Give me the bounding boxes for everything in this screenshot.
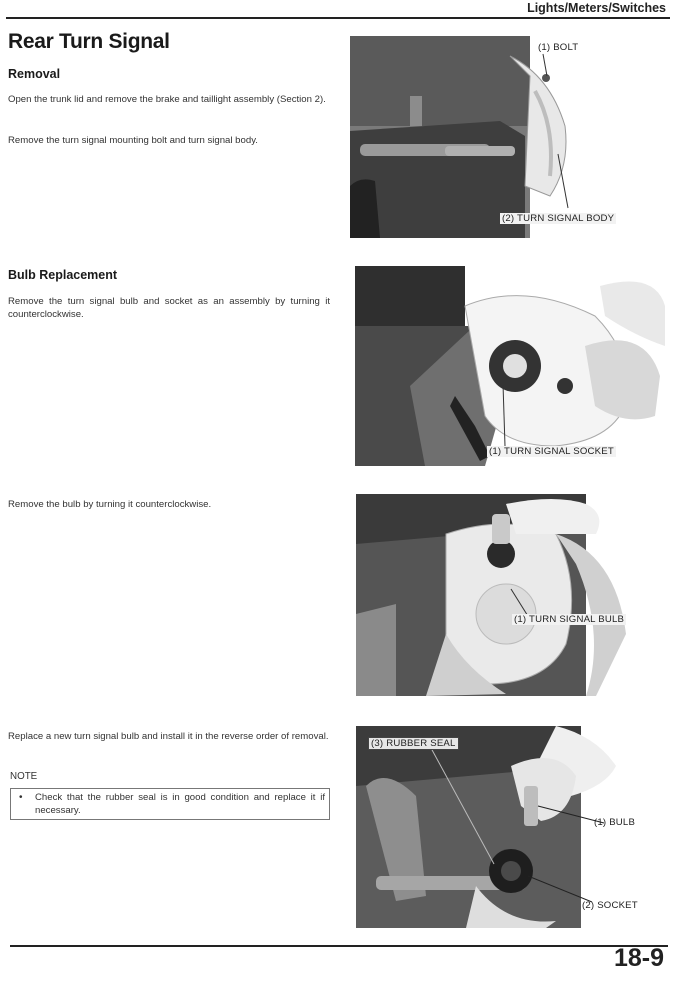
footer-rule <box>10 945 668 947</box>
callout-rubber-seal: (3) RUBBER SEAL <box>368 737 459 750</box>
removal-para-1: Open the trunk lid and remove the brake and taillight assembly (Section 2). <box>8 94 326 105</box>
section-header: Lights/Meters/Switches <box>527 1 666 15</box>
callout-turn-signal-body: (2) TURN SIGNAL BODY <box>502 213 615 224</box>
callout-turn-signal-bulb: (1) TURN SIGNAL BULB <box>514 614 625 625</box>
note-text: Check that the rubber seal is in good condition and replace it if necessary. <box>35 792 325 816</box>
page-title: Rear Turn Signal <box>8 30 170 53</box>
note-box <box>10 788 330 820</box>
callout-socket: (2) SOCKET <box>582 900 638 911</box>
removal-heading: Removal <box>8 67 61 81</box>
figure-turn-signal-body <box>350 36 640 238</box>
bulb-para-1: Remove the turn signal bulb and socket as an assembly by turning it counterclockwise. <box>8 296 330 320</box>
figure-turn-signal-bulb <box>356 494 666 696</box>
note-bullet: • <box>19 792 23 803</box>
note-label: NOTE <box>10 771 38 782</box>
page-number: 18-9 <box>613 944 664 972</box>
header-rule <box>6 17 670 19</box>
bulb-para-3: Replace a new turn signal bulb and install it in the reverse order of removal. <box>8 731 329 742</box>
figure-bulb-socket-seal <box>356 726 666 928</box>
figure-turn-signal-socket <box>355 266 665 466</box>
removal-para-2: Remove the turn signal mounting bolt and turn signal body. <box>8 135 258 146</box>
bulb-replacement-heading: Bulb Replacement <box>8 268 118 282</box>
bulb-para-2: Remove the bulb by turning it counterclockwise. <box>8 499 212 510</box>
callout-bulb: (1) BULB <box>594 817 636 828</box>
callout-turn-signal-socket: (1) TURN SIGNAL SOCKET <box>489 446 614 457</box>
callout-bolt: (1) BOLT <box>538 42 579 53</box>
